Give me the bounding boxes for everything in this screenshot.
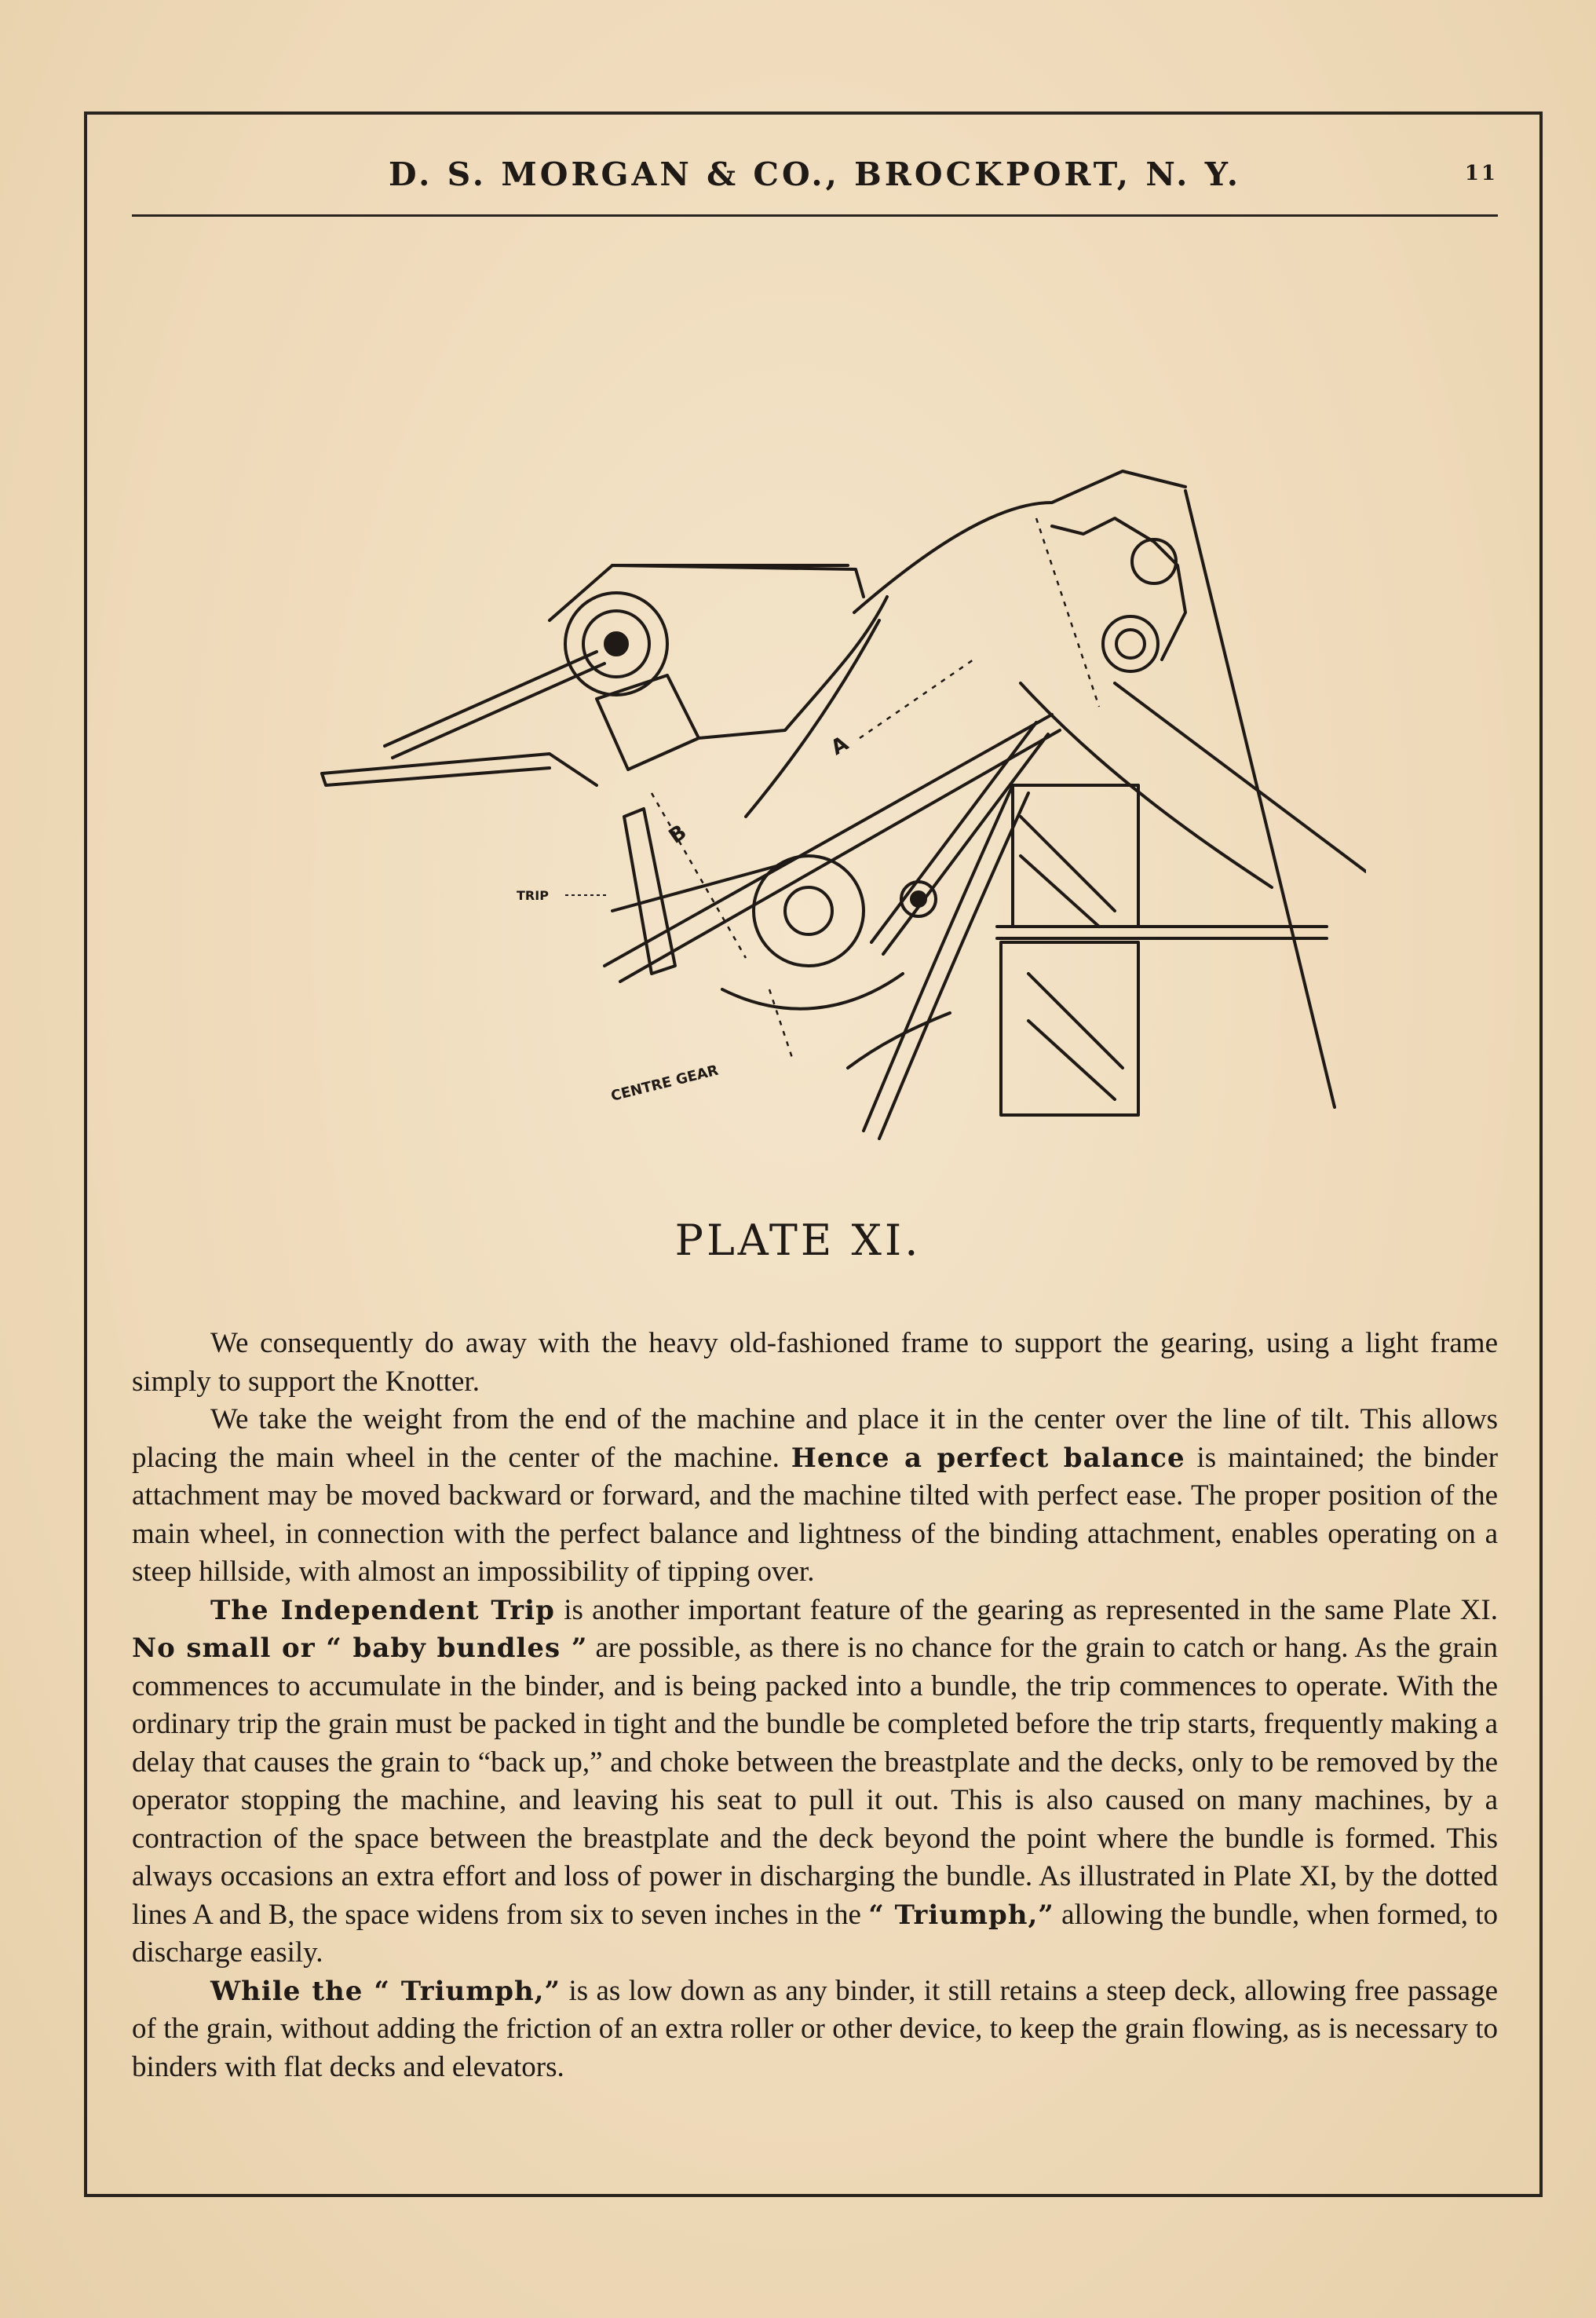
running-title: D. S. MORGAN & CO., BROCKPORT, N. Y. — [389, 155, 1241, 193]
running-head — [132, 155, 1498, 203]
emphasis-baby-bundles: No small or “ baby bundles ” — [132, 1632, 588, 1664]
label-trip: TRIP — [517, 888, 549, 903]
deck-box-lower — [1001, 942, 1138, 1115]
emphasis-triumph: “ Triumph,” — [868, 1899, 1054, 1931]
housing-outline — [854, 471, 1185, 612]
label-a: A — [827, 732, 853, 761]
label-centre-gear: CENTRE GEAR — [609, 1062, 721, 1105]
housing-inner — [746, 620, 879, 817]
paragraph-4: While the “ Triumph,” is as low down as any binder, it still retains a steep deck, allowing free passage of the grain, without adding the friction of an extra roller or other device, to keep the grain flowing, as is necessary to binders with flat decks and elevators. — [132, 1974, 1499, 2083]
paragraph-2: We take the weight from the end of the machine and place it in the center over the line of tilt. This allows placing the main wheel in the center of the machine. Hence a perfect balance is maintained; the binder attachment may be moved backward or forward, and the machine tilted with perfect ease. The proper position of the main wheel, in connection with the perfect balance and lightness of the binding attachment, enables operating on a steep hillside, with almost an impossibility of tipping over. — [132, 1403, 1499, 1588]
emphasis-perfect-balance: Hence a perfect balance — [791, 1442, 1185, 1474]
reel-arm — [322, 754, 597, 785]
upper-gear — [1132, 539, 1176, 583]
paragraph-3: The Independent Trip is another important feature of the gearing as represented in the same Plate XI. No small or “ baby bundles ” are possible, as there is no chance for the grain to catch or hang. As the grain commences to accumulate in the binder, and is being packed into a bundle, the trip commences to operate. With the ordinary trip the grain must be packed in tight and the bundle be completed before the trip starts, frequently making a delay that causes the grain to “back up,” and choke between the breastplate and the decks, only to be removed by the operator stopping the machine, and leaving his seat to pull it out. This is also caused on many machines, by a contraction of the space between the breastplate and the deck beyond the point where the bundle is formed. This always occasions an extra effort and loss of power in discharging the bundle. As illustrated in Plate XI, by the dotted lines A and B, the space widens from six to seven inches in the “ Triumph,” allowing the bundle, when formed, to discharge easily. — [132, 1593, 1498, 1969]
plate-xi-illustration — [298, 455, 1366, 1146]
body-text — [132, 1325, 1498, 2086]
header-rule — [132, 214, 1498, 217]
page-number: 11 — [1464, 162, 1498, 185]
paragraph-1: We consequently do away with the heavy old-fashioned frame to support the gearing, using a light frame simply to support the Knotter. — [132, 1327, 1498, 1398]
label-b: B — [664, 820, 692, 849]
plate-caption: PLATE XI. — [674, 1216, 922, 1265]
dotted-line-a — [860, 660, 973, 738]
emphasis-independent-trip: The Independent Trip — [210, 1594, 555, 1626]
frame-line-right — [1185, 491, 1335, 1107]
emphasis-while-triumph: While the “ Triumph,” — [210, 1975, 561, 2007]
lower-gear — [1103, 616, 1158, 671]
